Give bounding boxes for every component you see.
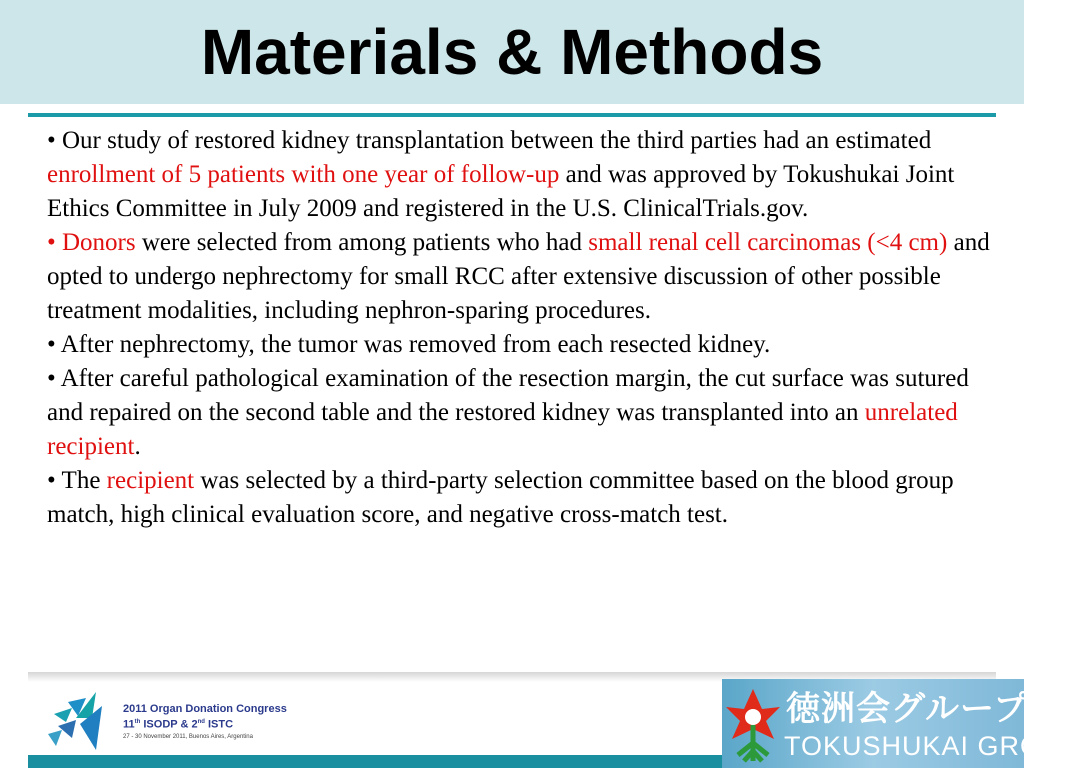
tokushukai-english: TOKUSHUKAI GROUP <box>784 731 1082 761</box>
highlight-enrollment: enrollment of 5 patients with one year of follow-up <box>47 161 560 188</box>
highlight-donors: • Donors <box>47 229 136 256</box>
slide-body <box>47 124 1002 532</box>
congress-title: 2011 Organ Donation Congress <box>123 703 287 715</box>
highlight-rcc: small renal cell carcinomas (<4 cm) <box>588 229 948 256</box>
slide-title: Materials & Methods <box>200 16 824 88</box>
bullet-donors: • Donors were selected from among patients who had small renal cell carcinomas (<4 cm) and opted to undergo nephrectomy for small RCC after extensive discussion of other possible treatment modalities, including nephron-sparing procedures. <box>47 229 990 324</box>
bullet-examination: • After careful pathological examination of the resection margin, the cut surface was sutured and repaired on the second table and the restored kidney was transplanted into an unrelated recipient. <box>47 365 969 460</box>
title-divider <box>28 113 996 117</box>
congress-subtitle: 11th ISODP & 2nd ISTC <box>123 718 234 731</box>
congress-dates: 27 - 30 November 2011, Buenos Aires, Argentina <box>123 733 253 740</box>
tokushukai-japanese: 徳洲会グループ <box>786 689 1029 729</box>
tokushukai-emblem-icon <box>724 685 782 763</box>
highlight-recipient: recipient <box>106 467 195 494</box>
bullet-nephrectomy: • After nephrectomy, the tumor was removed from each resected kidney. <box>47 331 771 358</box>
highlight-unrelated-recipient: unrelated recipient <box>47 399 958 460</box>
congress-text <box>123 703 287 742</box>
tokushukai-logo <box>722 679 1082 768</box>
bullet-study-design: • Our study of restored kidney transplantation between the third parties had an estimated enrollment of 5 patients with one year of follow-up and was approved by Tokushukai Joint Ethics Committee in July 2009 and registered in the U.S. ClinicalTrials.gov. <box>47 127 955 222</box>
bullet-recipient: • The recipient was selected by a third-party selection committee based on the blood group match, high clinical evaluation score, and negative cross-match test. <box>47 467 954 528</box>
